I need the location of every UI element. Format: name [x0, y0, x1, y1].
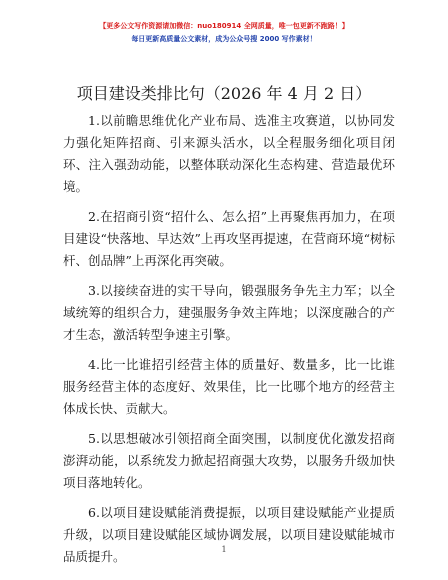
paragraph-2: 2.在招商引资“招什么、怎么招”上再聚焦再加力，在项目建设“快落地、早达效”上再攻坚再提速，在营商环境“树标杆、创品牌”上再深化再突破。 — [63, 209, 395, 268]
paragraph-4: 4.比一比谁招引经营主体的质量好、数量多，比一比谁服务经营主体的态度好、效果佳，比一比哪个地方的经营主体成长快、贡献大。 — [63, 357, 395, 416]
paragraph-3: 3.以接续奋进的实干导向，锻强服务争先主力军；以全域统筹的组织合力，建强服务争效主阵地；以深度融合的产才生态，激活转型争速主引擎。 — [63, 283, 395, 342]
document-title: 项目建设类排比句（2026 年 4 月 2 日） — [76, 84, 372, 103]
paragraph-1: 1.以前瞻思维优化产业布局、选准主攻赛道，以协同发力强化矩阵招商、引来源头活水，以全程服务细化项目闭环、注入强劲动能，以整体联动深化生态构建、营造最优环境。 — [63, 113, 395, 194]
page-number: 1 — [221, 545, 227, 554]
promo-line-2: 每日更新高质量公文素材，成为公众号搜 2000 写作素材！ — [131, 35, 317, 43]
document-body — [63, 110, 395, 568]
paragraph-6: 6.以项目建设赋能消费提振，以项目建设赋能产业提质升级，以项目建设赋能区域协调发展，以项目建设赋能城市品质提升。 — [63, 505, 395, 564]
promo-banner — [0, 20, 448, 46]
paragraph-5: 5.以思想破冰引领招商全面突围，以制度优化激发招商澎湃动能，以系统发力掀起招商强大攻势，以服务升级加快项目落地转化。 — [63, 431, 395, 490]
promo-line-1: 【更多公文写作资源请加微信：nuo180914 全网质量，唯一包更新不跑路！】 — [99, 22, 349, 30]
